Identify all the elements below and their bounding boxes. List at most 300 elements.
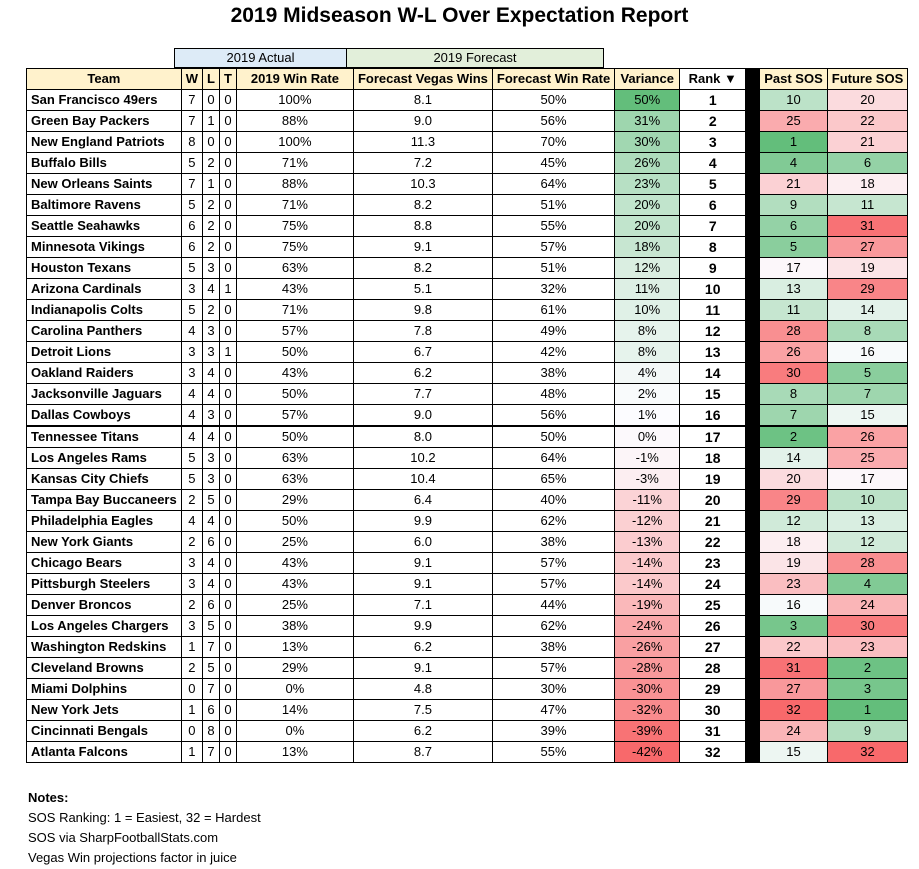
win-rate-cell[interactable]: 0%	[236, 679, 353, 700]
variance-cell[interactable]: 18%	[615, 237, 680, 258]
losses-cell[interactable]: 2	[203, 153, 220, 174]
team-cell[interactable]: Tennessee Titans	[27, 426, 182, 448]
ties-cell[interactable]: 0	[219, 490, 236, 511]
ties-cell[interactable]: 0	[219, 469, 236, 490]
vegas-wins-cell[interactable]: 7.5	[353, 700, 492, 721]
forecast-win-rate-cell[interactable]: 51%	[492, 195, 614, 216]
past-sos-cell[interactable]: 19	[760, 553, 828, 574]
ties-cell[interactable]: 0	[219, 574, 236, 595]
forecast-win-rate-cell[interactable]: 64%	[492, 174, 614, 195]
forecast-win-rate-cell[interactable]: 50%	[492, 90, 614, 111]
variance-cell[interactable]: -32%	[615, 700, 680, 721]
ties-cell[interactable]: 0	[219, 174, 236, 195]
win-rate-cell[interactable]: 63%	[236, 448, 353, 469]
past-sos-cell[interactable]: 10	[760, 90, 828, 111]
past-sos-cell[interactable]: 11	[760, 300, 828, 321]
past-sos-cell[interactable]: 30	[760, 363, 828, 384]
vegas-wins-cell[interactable]: 6.2	[353, 721, 492, 742]
variance-cell[interactable]: -11%	[615, 490, 680, 511]
losses-cell[interactable]: 4	[203, 426, 220, 448]
future-sos-cell[interactable]: 11	[827, 195, 908, 216]
future-sos-cell[interactable]: 12	[827, 532, 908, 553]
losses-cell[interactable]: 3	[203, 258, 220, 279]
forecast-win-rate-cell[interactable]: 65%	[492, 469, 614, 490]
team-cell[interactable]: Buffalo Bills	[27, 153, 182, 174]
team-cell[interactable]: Dallas Cowboys	[27, 405, 182, 427]
future-sos-cell[interactable]: 16	[827, 342, 908, 363]
col-header-losses[interactable]: L	[203, 69, 220, 90]
losses-cell[interactable]: 3	[203, 321, 220, 342]
future-sos-cell[interactable]: 28	[827, 553, 908, 574]
wins-cell[interactable]: 3	[181, 616, 202, 637]
past-sos-cell[interactable]: 18	[760, 532, 828, 553]
losses-cell[interactable]: 8	[203, 721, 220, 742]
losses-cell[interactable]: 4	[203, 279, 220, 300]
team-cell[interactable]: Jacksonville Jaguars	[27, 384, 182, 405]
forecast-win-rate-cell[interactable]: 57%	[492, 237, 614, 258]
losses-cell[interactable]: 0	[203, 132, 220, 153]
rank-cell[interactable]: 30	[680, 700, 746, 721]
rank-cell[interactable]: 15	[680, 384, 746, 405]
win-rate-cell[interactable]: 57%	[236, 321, 353, 342]
future-sos-cell[interactable]: 1	[827, 700, 908, 721]
rank-cell[interactable]: 31	[680, 721, 746, 742]
losses-cell[interactable]: 4	[203, 363, 220, 384]
win-rate-cell[interactable]: 63%	[236, 258, 353, 279]
past-sos-cell[interactable]: 5	[760, 237, 828, 258]
vegas-wins-cell[interactable]: 6.2	[353, 363, 492, 384]
variance-cell[interactable]: 30%	[615, 132, 680, 153]
future-sos-cell[interactable]: 29	[827, 279, 908, 300]
wins-cell[interactable]: 3	[181, 279, 202, 300]
team-cell[interactable]: Cleveland Browns	[27, 658, 182, 679]
win-rate-cell[interactable]: 25%	[236, 595, 353, 616]
rank-cell[interactable]: 5	[680, 174, 746, 195]
variance-cell[interactable]: 20%	[615, 216, 680, 237]
win-rate-cell[interactable]: 0%	[236, 721, 353, 742]
past-sos-cell[interactable]: 4	[760, 153, 828, 174]
ties-cell[interactable]: 1	[219, 279, 236, 300]
wins-cell[interactable]: 5	[181, 469, 202, 490]
vegas-wins-cell[interactable]: 8.2	[353, 258, 492, 279]
rank-cell[interactable]: 26	[680, 616, 746, 637]
win-rate-cell[interactable]: 63%	[236, 469, 353, 490]
ties-cell[interactable]: 0	[219, 132, 236, 153]
wins-cell[interactable]: 6	[181, 237, 202, 258]
win-rate-cell[interactable]: 57%	[236, 405, 353, 427]
team-cell[interactable]: New York Jets	[27, 700, 182, 721]
forecast-win-rate-cell[interactable]: 32%	[492, 279, 614, 300]
vegas-wins-cell[interactable]: 7.8	[353, 321, 492, 342]
vegas-wins-cell[interactable]: 10.3	[353, 174, 492, 195]
variance-cell[interactable]: 8%	[615, 321, 680, 342]
past-sos-cell[interactable]: 2	[760, 426, 828, 448]
past-sos-cell[interactable]: 7	[760, 405, 828, 427]
variance-cell[interactable]: 12%	[615, 258, 680, 279]
vegas-wins-cell[interactable]: 8.8	[353, 216, 492, 237]
team-cell[interactable]: Chicago Bears	[27, 553, 182, 574]
col-header-rank-sort[interactable]: Rank ▼	[680, 69, 746, 90]
past-sos-cell[interactable]: 31	[760, 658, 828, 679]
losses-cell[interactable]: 3	[203, 448, 220, 469]
rank-cell[interactable]: 20	[680, 490, 746, 511]
losses-cell[interactable]: 2	[203, 300, 220, 321]
future-sos-cell[interactable]: 10	[827, 490, 908, 511]
rank-cell[interactable]: 18	[680, 448, 746, 469]
losses-cell[interactable]: 1	[203, 111, 220, 132]
wins-cell[interactable]: 7	[181, 90, 202, 111]
team-cell[interactable]: Minnesota Vikings	[27, 237, 182, 258]
wins-cell[interactable]: 1	[181, 637, 202, 658]
future-sos-cell[interactable]: 20	[827, 90, 908, 111]
past-sos-cell[interactable]: 32	[760, 700, 828, 721]
win-rate-cell[interactable]: 13%	[236, 742, 353, 763]
wins-cell[interactable]: 3	[181, 574, 202, 595]
forecast-win-rate-cell[interactable]: 50%	[492, 426, 614, 448]
variance-cell[interactable]: -3%	[615, 469, 680, 490]
losses-cell[interactable]: 7	[203, 679, 220, 700]
ties-cell[interactable]: 0	[219, 721, 236, 742]
rank-cell[interactable]: 27	[680, 637, 746, 658]
ties-cell[interactable]: 0	[219, 448, 236, 469]
losses-cell[interactable]: 6	[203, 595, 220, 616]
team-cell[interactable]: Carolina Panthers	[27, 321, 182, 342]
vegas-wins-cell[interactable]: 6.7	[353, 342, 492, 363]
rank-cell[interactable]: 4	[680, 153, 746, 174]
ties-cell[interactable]: 0	[219, 553, 236, 574]
vegas-wins-cell[interactable]: 10.4	[353, 469, 492, 490]
win-rate-cell[interactable]: 71%	[236, 195, 353, 216]
future-sos-cell[interactable]: 4	[827, 574, 908, 595]
ties-cell[interactable]: 0	[219, 258, 236, 279]
ties-cell[interactable]: 0	[219, 426, 236, 448]
ties-cell[interactable]: 0	[219, 111, 236, 132]
losses-cell[interactable]: 5	[203, 616, 220, 637]
forecast-win-rate-cell[interactable]: 30%	[492, 679, 614, 700]
ties-cell[interactable]: 0	[219, 363, 236, 384]
variance-cell[interactable]: 10%	[615, 300, 680, 321]
team-cell[interactable]: Baltimore Ravens	[27, 195, 182, 216]
ties-cell[interactable]: 0	[219, 300, 236, 321]
forecast-win-rate-cell[interactable]: 70%	[492, 132, 614, 153]
forecast-win-rate-cell[interactable]: 57%	[492, 553, 614, 574]
future-sos-cell[interactable]: 30	[827, 616, 908, 637]
forecast-win-rate-cell[interactable]: 62%	[492, 616, 614, 637]
losses-cell[interactable]: 0	[203, 90, 220, 111]
ties-cell[interactable]: 0	[219, 637, 236, 658]
forecast-win-rate-cell[interactable]: 57%	[492, 658, 614, 679]
ties-cell[interactable]: 0	[219, 742, 236, 763]
col-header-forecast-win-rate[interactable]: Forecast Win Rate	[492, 69, 614, 90]
win-rate-cell[interactable]: 50%	[236, 384, 353, 405]
variance-cell[interactable]: -12%	[615, 511, 680, 532]
vegas-wins-cell[interactable]: 10.2	[353, 448, 492, 469]
variance-cell[interactable]: -24%	[615, 616, 680, 637]
wins-cell[interactable]: 6	[181, 216, 202, 237]
forecast-win-rate-cell[interactable]: 51%	[492, 258, 614, 279]
vegas-wins-cell[interactable]: 5.1	[353, 279, 492, 300]
team-cell[interactable]: Atlanta Falcons	[27, 742, 182, 763]
variance-cell[interactable]: 50%	[615, 90, 680, 111]
variance-cell[interactable]: 31%	[615, 111, 680, 132]
future-sos-cell[interactable]: 24	[827, 595, 908, 616]
past-sos-cell[interactable]: 3	[760, 616, 828, 637]
win-rate-cell[interactable]: 14%	[236, 700, 353, 721]
future-sos-cell[interactable]: 7	[827, 384, 908, 405]
past-sos-cell[interactable]: 20	[760, 469, 828, 490]
win-rate-cell[interactable]: 50%	[236, 511, 353, 532]
variance-cell[interactable]: 0%	[615, 426, 680, 448]
wins-cell[interactable]: 4	[181, 426, 202, 448]
col-header-team[interactable]: Team	[27, 69, 182, 90]
wins-cell[interactable]: 5	[181, 153, 202, 174]
forecast-win-rate-cell[interactable]: 62%	[492, 511, 614, 532]
losses-cell[interactable]: 6	[203, 532, 220, 553]
vegas-wins-cell[interactable]: 9.9	[353, 511, 492, 532]
forecast-win-rate-cell[interactable]: 48%	[492, 384, 614, 405]
vegas-wins-cell[interactable]: 11.3	[353, 132, 492, 153]
vegas-wins-cell[interactable]: 8.0	[353, 426, 492, 448]
ties-cell[interactable]: 1	[219, 342, 236, 363]
wins-cell[interactable]: 2	[181, 532, 202, 553]
variance-cell[interactable]: 23%	[615, 174, 680, 195]
wins-cell[interactable]: 2	[181, 595, 202, 616]
vegas-wins-cell[interactable]: 8.7	[353, 742, 492, 763]
win-rate-cell[interactable]: 88%	[236, 174, 353, 195]
rank-cell[interactable]: 7	[680, 216, 746, 237]
variance-cell[interactable]: -14%	[615, 574, 680, 595]
wins-cell[interactable]: 7	[181, 111, 202, 132]
future-sos-cell[interactable]: 15	[827, 405, 908, 427]
win-rate-cell[interactable]: 100%	[236, 90, 353, 111]
variance-cell[interactable]: -14%	[615, 553, 680, 574]
future-sos-cell[interactable]: 26	[827, 426, 908, 448]
team-cell[interactable]: Green Bay Packers	[27, 111, 182, 132]
ties-cell[interactable]: 0	[219, 616, 236, 637]
forecast-win-rate-cell[interactable]: 55%	[492, 216, 614, 237]
team-cell[interactable]: Miami Dolphins	[27, 679, 182, 700]
variance-cell[interactable]: -13%	[615, 532, 680, 553]
future-sos-cell[interactable]: 22	[827, 111, 908, 132]
variance-cell[interactable]: -28%	[615, 658, 680, 679]
forecast-win-rate-cell[interactable]: 38%	[492, 363, 614, 384]
past-sos-cell[interactable]: 8	[760, 384, 828, 405]
rank-cell[interactable]: 2	[680, 111, 746, 132]
ties-cell[interactable]: 0	[219, 700, 236, 721]
rank-cell[interactable]: 24	[680, 574, 746, 595]
forecast-win-rate-cell[interactable]: 44%	[492, 595, 614, 616]
wins-cell[interactable]: 2	[181, 658, 202, 679]
win-rate-cell[interactable]: 50%	[236, 342, 353, 363]
vegas-wins-cell[interactable]: 9.9	[353, 616, 492, 637]
past-sos-cell[interactable]: 26	[760, 342, 828, 363]
vegas-wins-cell[interactable]: 4.8	[353, 679, 492, 700]
wins-cell[interactable]: 5	[181, 300, 202, 321]
past-sos-cell[interactable]: 1	[760, 132, 828, 153]
wins-cell[interactable]: 3	[181, 363, 202, 384]
variance-cell[interactable]: 4%	[615, 363, 680, 384]
variance-cell[interactable]: -30%	[615, 679, 680, 700]
win-rate-cell[interactable]: 71%	[236, 300, 353, 321]
variance-cell[interactable]: -39%	[615, 721, 680, 742]
losses-cell[interactable]: 4	[203, 553, 220, 574]
vegas-wins-cell[interactable]: 6.2	[353, 637, 492, 658]
team-cell[interactable]: Arizona Cardinals	[27, 279, 182, 300]
rank-cell[interactable]: 29	[680, 679, 746, 700]
win-rate-cell[interactable]: 50%	[236, 426, 353, 448]
future-sos-cell[interactable]: 25	[827, 448, 908, 469]
wins-cell[interactable]: 4	[181, 384, 202, 405]
past-sos-cell[interactable]: 27	[760, 679, 828, 700]
losses-cell[interactable]: 2	[203, 195, 220, 216]
team-cell[interactable]: Los Angeles Chargers	[27, 616, 182, 637]
future-sos-cell[interactable]: 27	[827, 237, 908, 258]
forecast-win-rate-cell[interactable]: 56%	[492, 405, 614, 427]
col-header-past-sos[interactable]: Past SOS	[760, 69, 828, 90]
col-header-wins[interactable]: W	[181, 69, 202, 90]
variance-cell[interactable]: 11%	[615, 279, 680, 300]
past-sos-cell[interactable]: 22	[760, 637, 828, 658]
wins-cell[interactable]: 1	[181, 742, 202, 763]
forecast-win-rate-cell[interactable]: 61%	[492, 300, 614, 321]
past-sos-cell[interactable]: 14	[760, 448, 828, 469]
col-header-win-rate[interactable]: 2019 Win Rate	[236, 69, 353, 90]
past-sos-cell[interactable]: 23	[760, 574, 828, 595]
forecast-win-rate-cell[interactable]: 64%	[492, 448, 614, 469]
forecast-win-rate-cell[interactable]: 49%	[492, 321, 614, 342]
col-header-variance[interactable]: Variance	[615, 69, 680, 90]
past-sos-cell[interactable]: 6	[760, 216, 828, 237]
vegas-wins-cell[interactable]: 9.8	[353, 300, 492, 321]
losses-cell[interactable]: 3	[203, 405, 220, 427]
team-cell[interactable]: New England Patriots	[27, 132, 182, 153]
team-cell[interactable]: Tampa Bay Buccaneers	[27, 490, 182, 511]
rank-cell[interactable]: 23	[680, 553, 746, 574]
vegas-wins-cell[interactable]: 7.7	[353, 384, 492, 405]
team-cell[interactable]: Indianapolis Colts	[27, 300, 182, 321]
rank-cell[interactable]: 13	[680, 342, 746, 363]
losses-cell[interactable]: 1	[203, 174, 220, 195]
team-cell[interactable]: Kansas City Chiefs	[27, 469, 182, 490]
rank-cell[interactable]: 10	[680, 279, 746, 300]
past-sos-cell[interactable]: 17	[760, 258, 828, 279]
team-cell[interactable]: San Francisco 49ers	[27, 90, 182, 111]
variance-cell[interactable]: -26%	[615, 637, 680, 658]
losses-cell[interactable]: 3	[203, 342, 220, 363]
win-rate-cell[interactable]: 38%	[236, 616, 353, 637]
past-sos-cell[interactable]: 9	[760, 195, 828, 216]
col-header-ties[interactable]: T	[219, 69, 236, 90]
future-sos-cell[interactable]: 8	[827, 321, 908, 342]
win-rate-cell[interactable]: 43%	[236, 553, 353, 574]
wins-cell[interactable]: 7	[181, 174, 202, 195]
wins-cell[interactable]: 3	[181, 342, 202, 363]
ties-cell[interactable]: 0	[219, 679, 236, 700]
variance-cell[interactable]: 20%	[615, 195, 680, 216]
losses-cell[interactable]: 7	[203, 637, 220, 658]
win-rate-cell[interactable]: 75%	[236, 216, 353, 237]
ties-cell[interactable]: 0	[219, 405, 236, 427]
vegas-wins-cell[interactable]: 6.0	[353, 532, 492, 553]
future-sos-cell[interactable]: 14	[827, 300, 908, 321]
future-sos-cell[interactable]: 9	[827, 721, 908, 742]
variance-cell[interactable]: -42%	[615, 742, 680, 763]
ties-cell[interactable]: 0	[219, 153, 236, 174]
wins-cell[interactable]: 5	[181, 448, 202, 469]
losses-cell[interactable]: 4	[203, 511, 220, 532]
vegas-wins-cell[interactable]: 9.0	[353, 111, 492, 132]
forecast-win-rate-cell[interactable]: 42%	[492, 342, 614, 363]
ties-cell[interactable]: 0	[219, 90, 236, 111]
wins-cell[interactable]: 4	[181, 321, 202, 342]
col-header-future-sos[interactable]: Future SOS	[827, 69, 908, 90]
vegas-wins-cell[interactable]: 9.0	[353, 405, 492, 427]
wins-cell[interactable]: 2	[181, 490, 202, 511]
vegas-wins-cell[interactable]: 8.1	[353, 90, 492, 111]
losses-cell[interactable]: 4	[203, 384, 220, 405]
rank-cell[interactable]: 16	[680, 405, 746, 427]
wins-cell[interactable]: 4	[181, 511, 202, 532]
rank-cell[interactable]: 8	[680, 237, 746, 258]
future-sos-cell[interactable]: 21	[827, 132, 908, 153]
vegas-wins-cell[interactable]: 9.1	[353, 658, 492, 679]
past-sos-cell[interactable]: 24	[760, 721, 828, 742]
win-rate-cell[interactable]: 13%	[236, 637, 353, 658]
future-sos-cell[interactable]: 18	[827, 174, 908, 195]
future-sos-cell[interactable]: 19	[827, 258, 908, 279]
vegas-wins-cell[interactable]: 9.1	[353, 237, 492, 258]
win-rate-cell[interactable]: 43%	[236, 363, 353, 384]
future-sos-cell[interactable]: 3	[827, 679, 908, 700]
team-cell[interactable]: New York Giants	[27, 532, 182, 553]
win-rate-cell[interactable]: 88%	[236, 111, 353, 132]
ties-cell[interactable]: 0	[219, 216, 236, 237]
losses-cell[interactable]: 2	[203, 216, 220, 237]
rank-cell[interactable]: 11	[680, 300, 746, 321]
rank-cell[interactable]: 17	[680, 426, 746, 448]
future-sos-cell[interactable]: 5	[827, 363, 908, 384]
rank-cell[interactable]: 9	[680, 258, 746, 279]
wins-cell[interactable]: 3	[181, 553, 202, 574]
rank-cell[interactable]: 3	[680, 132, 746, 153]
rank-cell[interactable]: 32	[680, 742, 746, 763]
rank-cell[interactable]: 22	[680, 532, 746, 553]
team-cell[interactable]: Los Angeles Rams	[27, 448, 182, 469]
past-sos-cell[interactable]: 25	[760, 111, 828, 132]
ties-cell[interactable]: 0	[219, 384, 236, 405]
col-header-vegas-wins[interactable]: Forecast Vegas Wins	[353, 69, 492, 90]
rank-cell[interactable]: 19	[680, 469, 746, 490]
losses-cell[interactable]: 5	[203, 658, 220, 679]
losses-cell[interactable]: 6	[203, 700, 220, 721]
variance-cell[interactable]: -19%	[615, 595, 680, 616]
ties-cell[interactable]: 0	[219, 195, 236, 216]
team-cell[interactable]: Washington Redskins	[27, 637, 182, 658]
ties-cell[interactable]: 0	[219, 532, 236, 553]
wins-cell[interactable]: 4	[181, 405, 202, 427]
losses-cell[interactable]: 7	[203, 742, 220, 763]
wins-cell[interactable]: 0	[181, 721, 202, 742]
losses-cell[interactable]: 4	[203, 574, 220, 595]
future-sos-cell[interactable]: 31	[827, 216, 908, 237]
team-cell[interactable]: Oakland Raiders	[27, 363, 182, 384]
rank-cell[interactable]: 14	[680, 363, 746, 384]
team-cell[interactable]: New Orleans Saints	[27, 174, 182, 195]
losses-cell[interactable]: 3	[203, 469, 220, 490]
forecast-win-rate-cell[interactable]: 40%	[492, 490, 614, 511]
forecast-win-rate-cell[interactable]: 38%	[492, 637, 614, 658]
past-sos-cell[interactable]: 28	[760, 321, 828, 342]
